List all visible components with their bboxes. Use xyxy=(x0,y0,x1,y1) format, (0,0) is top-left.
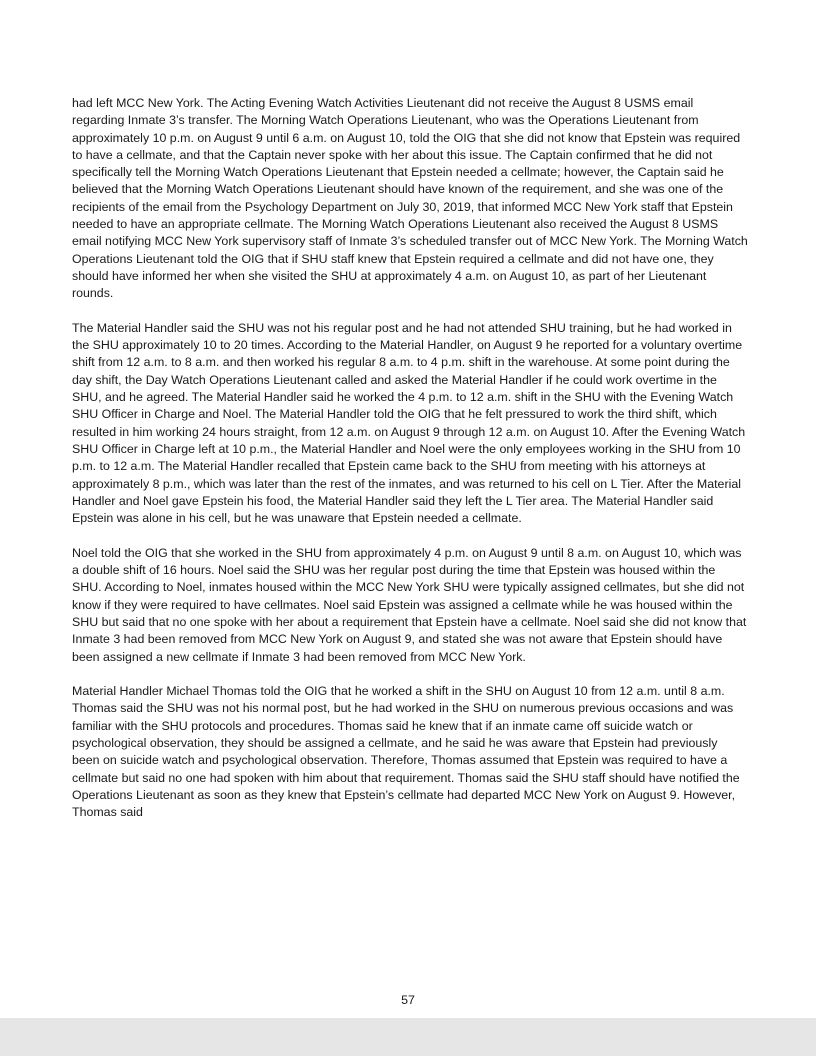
paragraph-4: Material Handler Michael Thomas told the OIG that he worked a shift in the SHU on August 10 from 12 a.m. until 8 a.m. Thomas said the SHU was not his normal post, but he had worked in the SHU on numerous previous occasions and was familiar with the SHU protocols and procedures. Thomas said he knew that if an inmate came off suicide watch or psychological observation, they should be assigned a cellmate, and he said he was aware that Epstein had previously been on suicide watch and psychological observation. Therefore, Thomas assumed that Epstein was required to have a cellmate but said no one had spoken with him about that requirement. Thomas said the SHU staff should have notified the Operations Lieutenant as soon as they knew that Epstein’s cellmate had departed MCC New York on August 9. However, Thomas said xyxy=(72,684,740,820)
paragraph-2: The Material Handler said the SHU was not his regular post and he had not attended SHU training, but he had worked in the SHU approximately 10 to 20 times. According to the Material Handler, on August 9 he reported for a voluntary overtime shift from 12 a.m. to 8 a.m. and then worked his regular 8 a.m. to 4 p.m. shift in the warehouse. At some point during the day shift, the Day Watch Operations Lieutenant called and asked the Material Handler if he could work overtime in the SHU, and he agreed. The Material Handler said he worked the 4 p.m. to 12 a.m. shift in the SHU with the Evening Watch SHU Officer in Charge and Noel. The Material Handler told the OIG that he felt pressured to work the third shift, which resulted in him working 24 hours straight, from 12 a.m. on August 9 through 12 a.m. on August 10. After the Evening Watch SHU Officer in Charge left at 10 p.m., the Material Handler and Noel were the only employees working in the SHU from 10 p.m. to 12 a.m. The Material Handler recalled that Epstein came back to the SHU from meeting with his attorneys at approximately 8 p.m., which was later than the rest of the inmates, and was returned to his cell on L Tier. After the Material Handler and Noel gave Epstein his food, the Material Handler said they left the L Tier area. The Material Handler said Epstein was alone in his cell, but he was unaware that Epstein needed a cellmate. xyxy=(72,320,746,526)
document-body xyxy=(72,95,748,839)
paragraph-3: Noel told the OIG that she worked in the SHU from approximately 4 p.m. on August 9 until 8 a.m. on August 10, which was a double shift of 16 hours. Noel said the SHU was her regular post during the time that Epstein was housed within the SHU. According to Noel, inmates housed within the MCC New York SHU were typically assigned cellmates, but she did not know if they were required to have cellmates. Noel said Epstein was assigned a cellmate while he was housed within the SHU but said that no one spoke with her about a requirement that Epstein have a cellmate. Noel said she did not know that Inmate 3 had been removed from MCC New York on August 9, and stated she was not aware that Epstein should have been assigned a new cellmate if Inmate 3 had been removed from MCC New York. xyxy=(72,545,747,664)
page-number: 57 xyxy=(401,993,415,1007)
paragraph-1: had left MCC New York. The Acting Evening Watch Activities Lieutenant did not receive the August 8 USMS email regarding Inmate 3’s transfer. The Morning Watch Operations Lieutenant, who was the Operations Lieutenant from approximately 10 p.m. on August 9 until 6 a.m. on August 10, told the OIG that she did not know that Epstein was required to have a cellmate, and that the Captain never spoke with her about this issue. The Captain confirmed that he did not specifically tell the Morning Watch Operations Lieutenant that Epstein needed a cellmate; however, the Captain said he believed that the Morning Watch Operations Lieutenant should have known of the requirement, and she was one of the recipients of the email from the Psychology Department on July 30, 2019, that informed MCC New York staff that Epstein needed to have an appropriate cellmate. The Morning Watch Operations Lieutenant also received the August 8 USMS email notifying MCC New York supervisory staff of Inmate 3’s scheduled transfer out of MCC New York. The Morning Watch Operations Lieutenant told the OIG that if SHU staff knew that Epstein required a cellmate and did not have one, they should have informed her when she visited the SHU at approximately 4 a.m. on August 10, as part of her Lieutenant rounds. xyxy=(72,96,748,301)
